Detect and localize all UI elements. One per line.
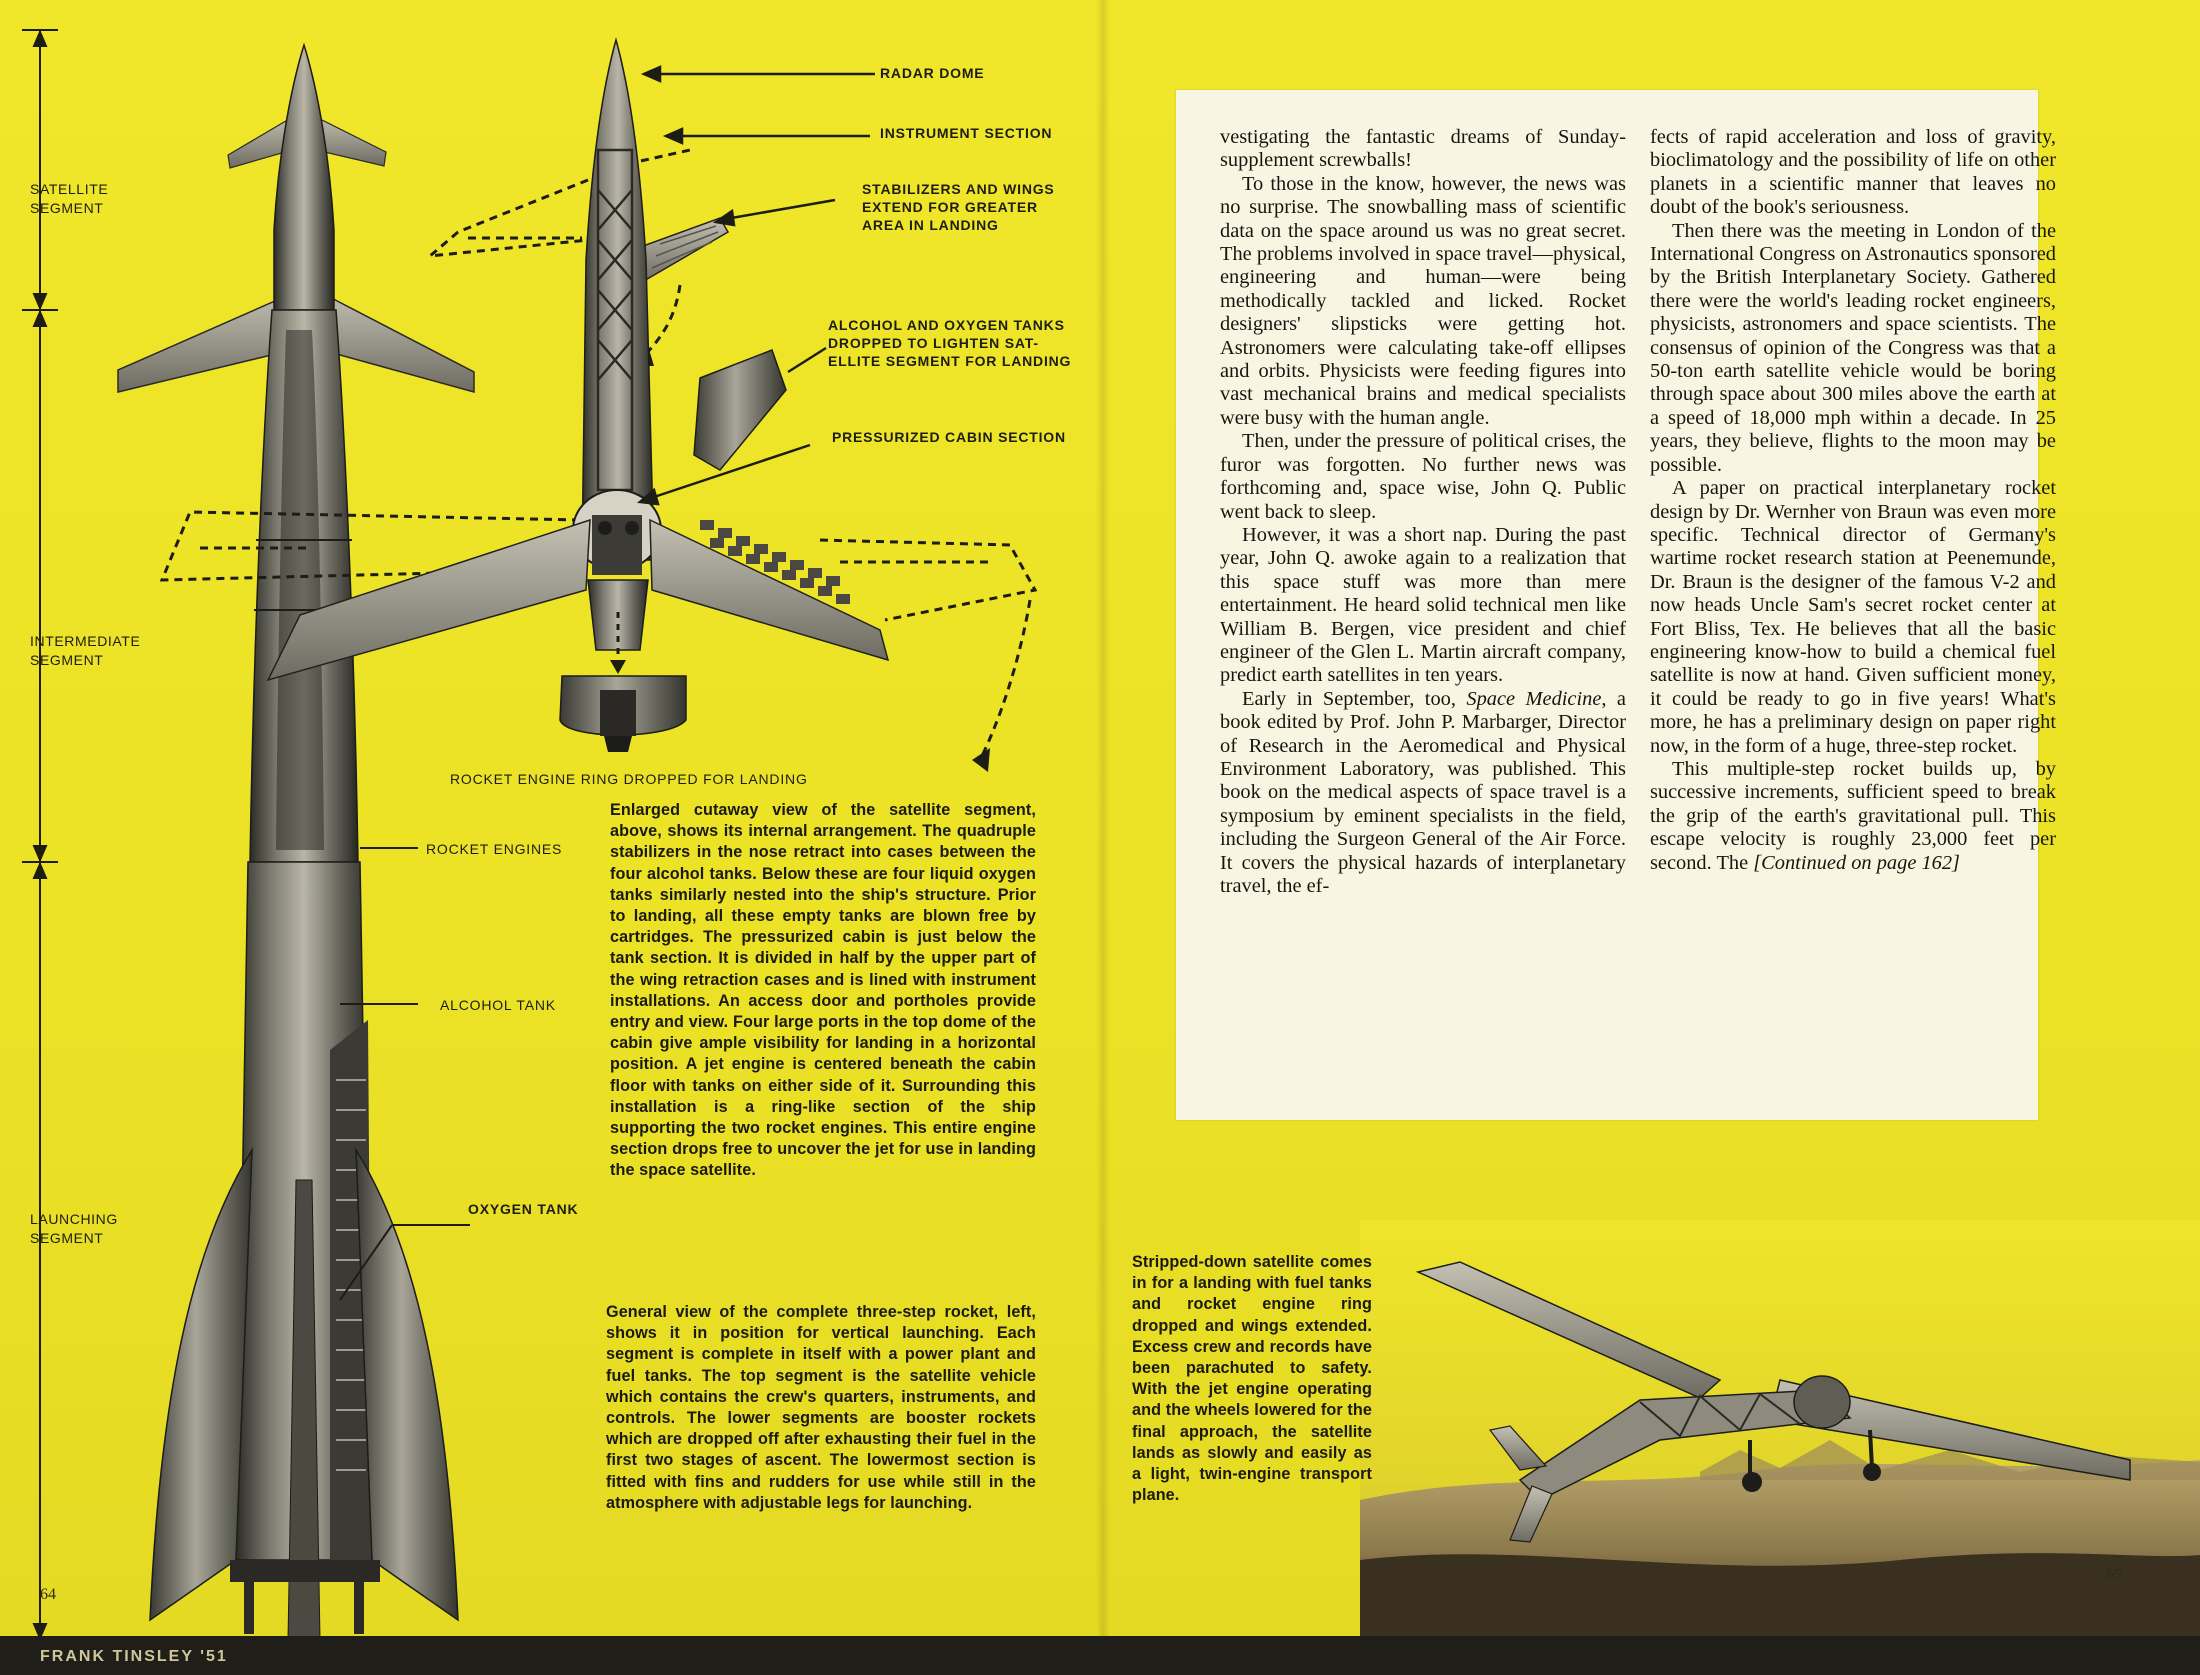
caption-stripped-down: Stripped-down satellite comes in for a landing with fuel tanks and rocket engine ring dropped and wings extended. Excess crew and records have been parachuted to safety. With the jet engine operating and the wheels lowered for the final approach, the satellite lands as slowly and easily as a light, twin-engine transport plane. (1132, 1253, 1372, 1505)
continued-link[interactable]: [Continued on page 162] (1753, 851, 1960, 874)
segment-label-satellite: SATELLITE SEGMENT (30, 181, 109, 216)
article-column-1 (1220, 126, 1626, 898)
label-instrument-section: INSTRUMENT SECTION (880, 125, 1053, 141)
label-pressurized-cabin: PRESSURIZED CABIN SECTION (832, 429, 1066, 445)
book-title: Space Medicine (1466, 687, 1602, 710)
paragraph: Early in September, too, Space Medicine, a book edited by Prof. John P. Marbarger, Director of Research in the Aeromedical and Physical Environment Laboratory, was published. This book on the medical aspects of space travel is a symposium by eminent specialists in the field, including the Surgeon General of the Air Force. It covers the physical hazards of interplanetary travel, the ef- (1220, 687, 1626, 897)
paragraph: fects of rapid acceleration and loss of gravity, bioclimatology and the possibility of life on other planets in a scientific manner that leaves no doubt of the book's seriousness. (1650, 126, 2056, 219)
label-oxygen-tank: OXYGEN TANK (468, 1201, 579, 1217)
paragraph: vestigating the fantastic dreams of Sunday-supplement screwballs! (1220, 126, 1626, 172)
landing-scene (1360, 1220, 2200, 1640)
full-rocket (118, 45, 474, 1640)
caption-cutaway: Enlarged cutaway view of the satellite segment, above, shows its internal arrangement. The quadruple stabilizers in the nose retract into cases between the four alcohol tanks. Below these are four liquid oxygen tanks similarly nested into the ship's structure. Prior to landing, all these empty tanks are blown free by cartridges. The pressurized cabin is just below the tank section. It is divided in half by the upper part of the wing retraction cases and is lined with instrument installations. An access door and portholes provide entry and view. Four large ports in the top dome of the cabin give ample visibility for landing in a horizontal position. A jet engine is centered beneath the cabin floor with tanks on either side of it. Surrounding this installation is a ring-like section of the ship supporting the two rocket engines. This entire engine section drops free to uncover the jet for use in landing the space satellite. (610, 801, 1036, 1180)
paragraph: Then, under the pressure of political crises, the furor was forgotten. No further news was forthcoming and, space wise, John Q. Public went back to sleep. (1220, 430, 1626, 523)
segment-label-intermediate: INTERMEDIATE SEGMENT (30, 633, 141, 668)
article-panel (1176, 90, 2056, 1120)
label-rocket-engines: ROCKET ENGINES (426, 841, 563, 857)
paragraph: However, it was a short nap. During the past year, John Q. awoke again to a realization that this space stuff was more than mere entertainment. He heard solid technical men like William B. Bergen, vice president and chief engineer of the Glen L. Martin aircraft company, predict earth satellites in ten years. (1220, 523, 1626, 687)
page-number-left: 64 (40, 1586, 56, 1603)
segment-label-launching: LAUNCHING SEGMENT (30, 1211, 118, 1246)
paragraph: A paper on practical interplanetary rocket design by Dr. Wernher von Braun was even more specific. Technical director of Germany's wartime rocket research station at Peenemunde, Dr. Braun is the designer of the famous V-2 and now heads Uncle Sam's secret rocket center at Fort Bliss, Tex. He believes that all the basic engineering know-how to build a chemical fuel satellite is now at hand. Given sufficient money, it could be ready to go in five years! What's more, he has a preliminary design on paper right now, in the form of a huge, three-step rocket. (1650, 477, 2056, 757)
bottom-band (0, 1636, 2200, 1675)
artist-credit: FRANK TINSLEY '51 (40, 1648, 228, 1665)
article-column-2 (1650, 126, 2056, 875)
paragraph: To those in the know, however, the news was no surprise. The snowballing mass of scientific data on the space around us was no great secret. The problems involved in space travel—physical, engineering and human—were being methodically tackled and licked. Rocket designers' slipsticks were getting hot. Astronomers were calculating take-off ellipses and orbits. Physicists were feeding figures into vast mechanical brains and medical specialists were busy with the human angle. (1220, 172, 1626, 429)
paragraph: This multiple-step rocket builds up, by successive increments, sufficient speed to break the grip of the earth's gravitational pull. This escape velocity is roughly 23,000 feet per second. The [Continued on page 162] (1650, 757, 2056, 874)
caption-general-view: General view of the complete three-step rocket, left, shows it in position for vertical launching. Each segment is complete in itself with a power plant and fuel tanks. The top segment is the satellite vehicle which contains the crew's quarters, instruments, and controls. The lower segments are booster rockets which are dropped off after exhausting their fuel in the first two stages of ascent. The lowermost section is fitted with fins and rudders for use while still in the atmosphere with adjustable legs for launching. (606, 1303, 1036, 1512)
label-engine-ring: ROCKET ENGINE RING DROPPED FOR LANDING (450, 771, 808, 787)
label-alcohol-tank: ALCOHOL TANK (440, 997, 556, 1013)
label-stabilizers: STABILIZERS AND WINGS EXTEND FOR GREATER AREA IN LANDING (862, 181, 1055, 233)
label-tanks-dropped: ALCOHOL AND OXYGEN TANKS DROPPED TO LIGHTEN SAT- ELLITE SEGMENT FOR LANDING (828, 317, 1072, 369)
page-number-right: 65 (2106, 1566, 2122, 1583)
paragraph: Then there was the meeting in London of the International Congress on Astronautics sponsored by the British Interplanetary Society. Gathered there were the world's leading rocket engineers, physicists, astronomers and space scientists. The consensus of opinion of the Congress was that a 50-ton earth satellite vehicle would be boring through space about 300 miles above the earth at a speed of 18,000 mph within a decade. In 25 years, they believe, flights to the moon may be possible. (1650, 219, 2056, 476)
label-radar-dome: RADAR DOME (880, 65, 985, 81)
